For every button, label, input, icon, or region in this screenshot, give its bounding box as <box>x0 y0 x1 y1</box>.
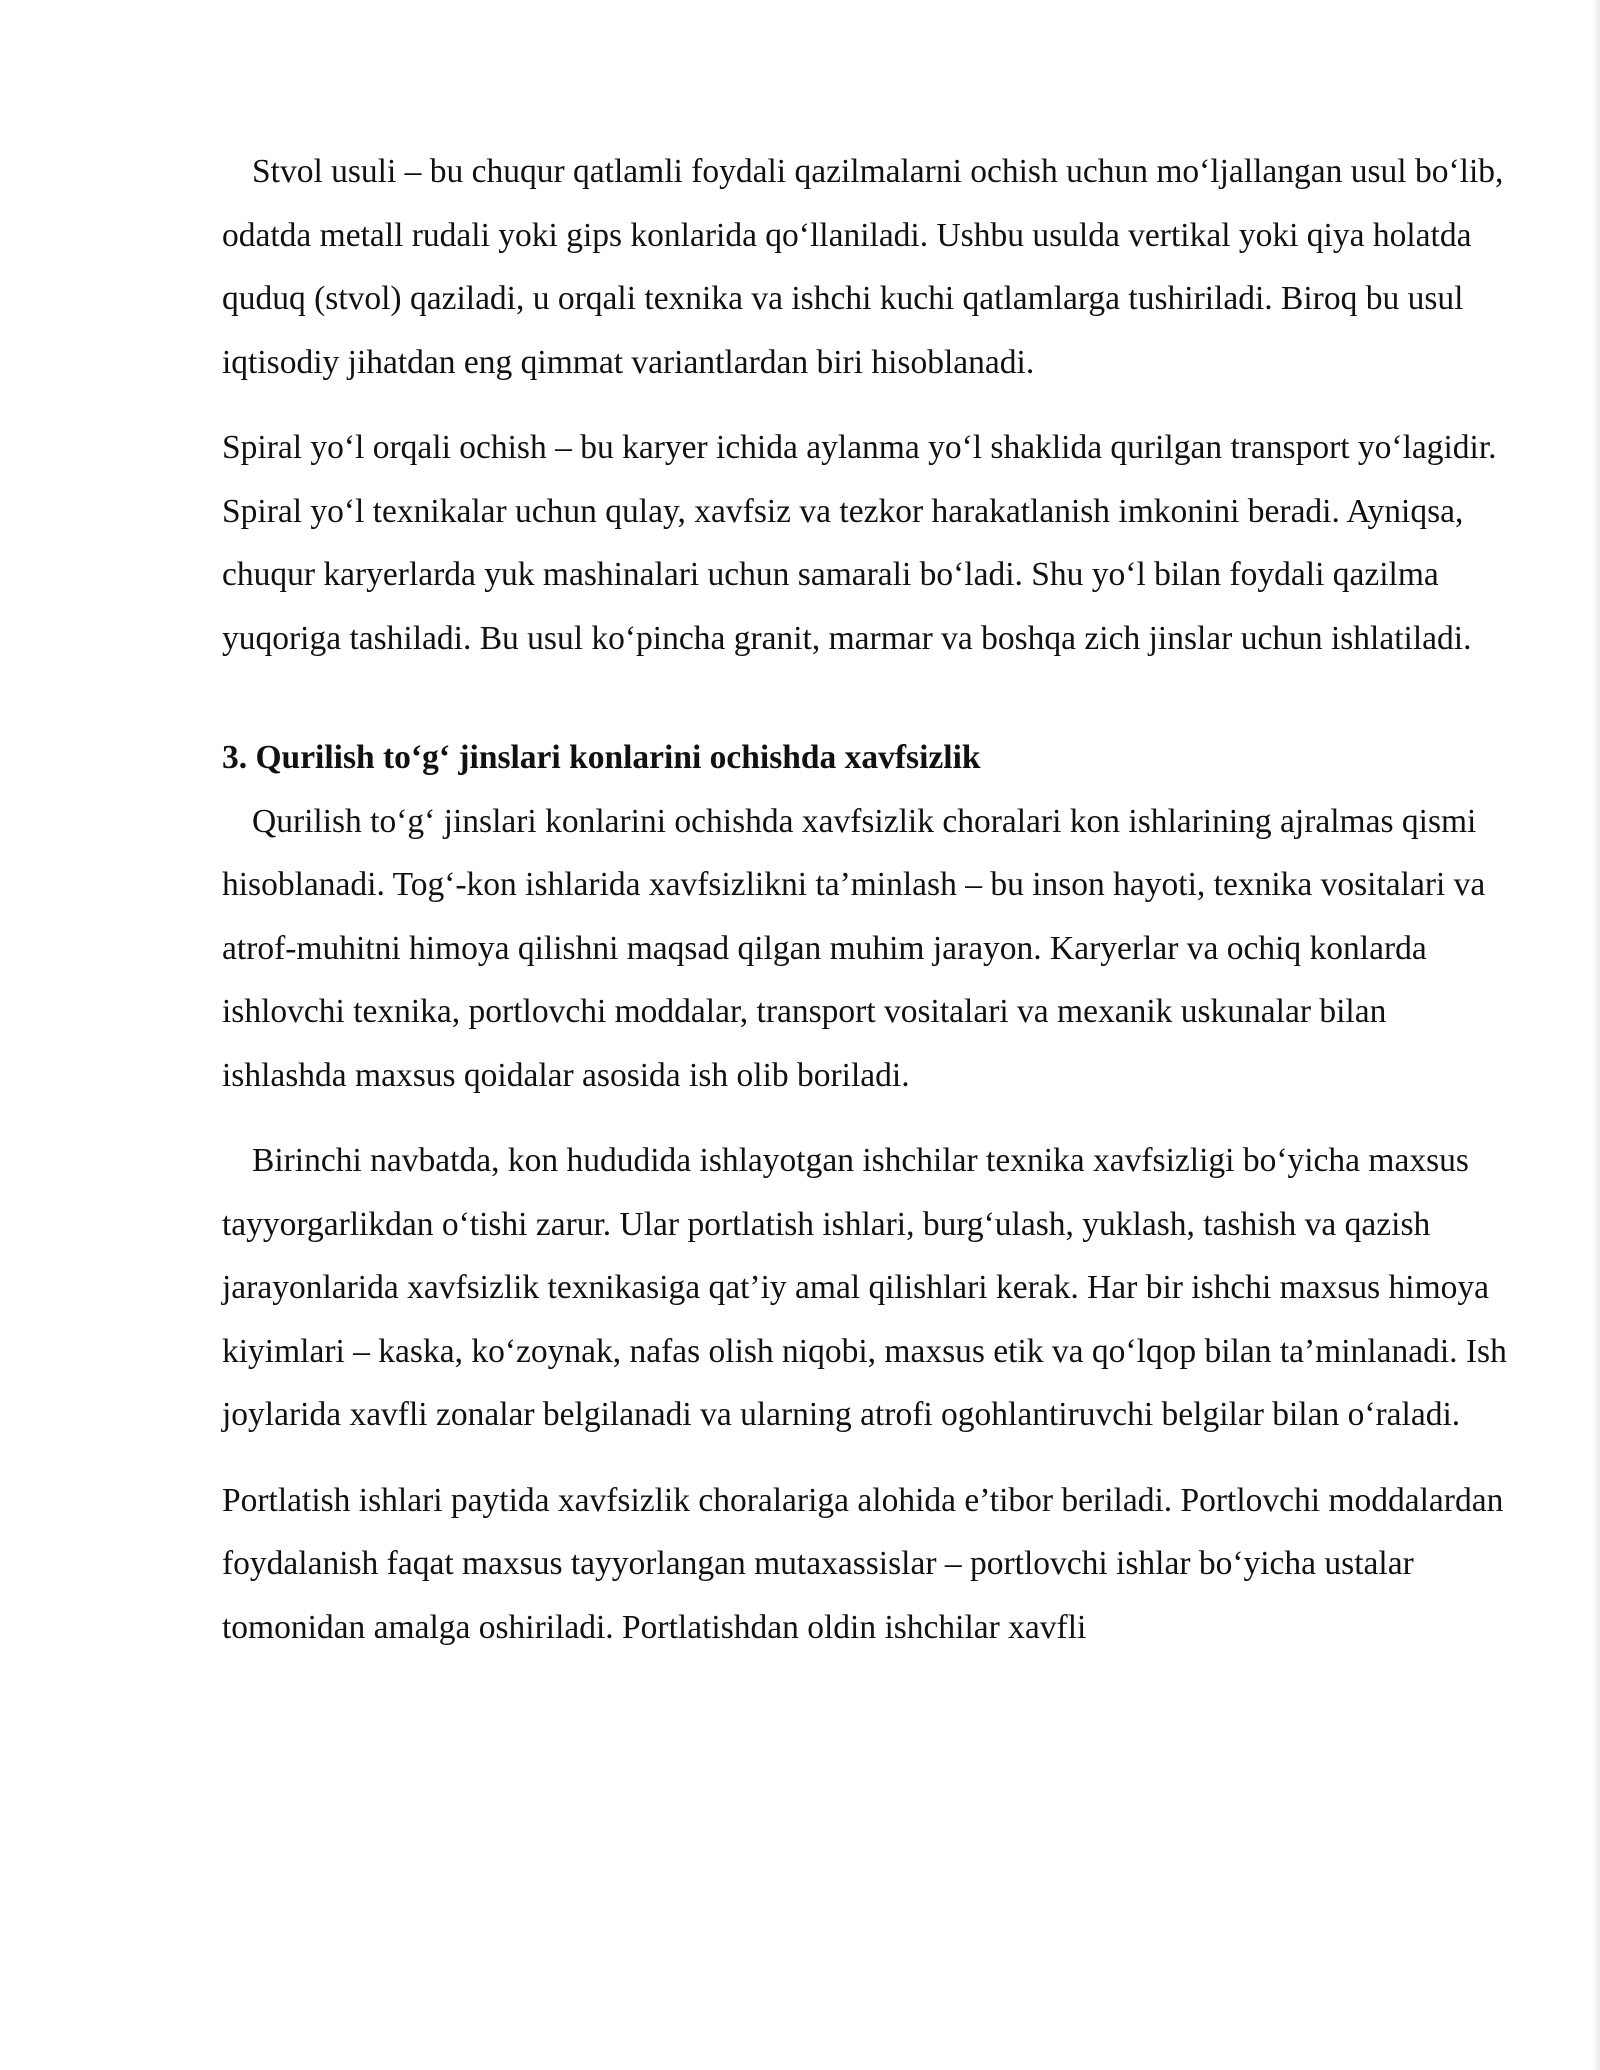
paragraph-workers: Birinchi navbatda, kon hududida ishlayotgan ishchilar texnika xavfsizligi bo‘yicha maxsus tayyorgarlikdan o‘tishi zarur. Ular portlatish ishlari, burg‘ulash, yuklash, tashish va qazish jarayonlarida xavfsizlik texnikasiga qat’iy amal qilishlari kerak. Har bir ishchi maxsus himoya kiyimlari – kaska, ko‘zoynak, nafas olish niqobi, maxsus etik va qo‘lqop bilan ta’minlanadi. Ish joylarida xavfli zonalar belgilanadi va ularning atrofi ogohlantiruvchi belgilar bilan o‘raladi. <box>222 1142 1507 1433</box>
paragraph-safety-intro: Qurilish to‘g‘ jinslari konlarini ochishda xavfsizlik choralari kon ishlarining ajralmas qismi hisoblanadi. Tog‘-kon ishlarida xavfsizlikni ta’minlash – bu inson hayoti, texnika vositalari va atrof-muhitni himoya qilishni maqsad qilgan muhim jarayon. Karyerlar va ochiq konlarda ishlovchi texnika, portlovchi moddalar, transport vositalari va mexanik uskunalar bilan ishlashda maxsus qoidalar asosida ish olib boriladi. <box>222 802 1486 1094</box>
paragraph-blasting: Portlatish ishlari paytida xavfsizlik choralariga alohida e’tibor beriladi. Portlovchi moddalardan foydalanish faqat maxsus tayyorlangan mutaxassislar – portlovchi ishlar bo‘yicha ustalar tomonidan amalga oshiriladi. Portlatishdan oldin ishchilar xavfli <box>222 1481 1504 1646</box>
paragraph-stvol: Stvol usuli – bu chuqur qatlamli foydali qazilmalarni ochish uchun mo‘ljallangan usul bo‘lib, odatda metall rudali yoki gips konlarida qo‘llaniladi. Ushbu usulda vertikal yoki qiya holatda quduq (stvol) qaziladi, u orqali texnika va ishchi kuchi qatlamlarga tushiriladi. Biroq bu usul iqtisodiy jihatdan eng qimmat variantlardan biri hisoblanadi. <box>222 153 1504 381</box>
page-edge-shadow <box>1592 0 1600 2070</box>
paragraph-spiral: Spiral yo‘l orqali ochish – bu karyer ichida aylanma yo‘l shaklida qurilgan transport yo‘lagidir. Spiral yo‘l texnikalar uchun qulay, xavfsiz va tezkor harakatlanish imkonini beradi. Ayniqsa, chuqur karyerlarda yuk mashinalari uchun samarali bo‘ladi. Shu yo‘l bilan foydali qazilma yuqoriga tashiladi. Bu usul ko‘pincha granit, marmar va boshqa zich jinslar uchun ishlatiladi. <box>222 429 1497 657</box>
section-heading: 3. Qurilish to‘g‘ jinslari konlarini ochishda xavfsizlik <box>222 739 981 776</box>
